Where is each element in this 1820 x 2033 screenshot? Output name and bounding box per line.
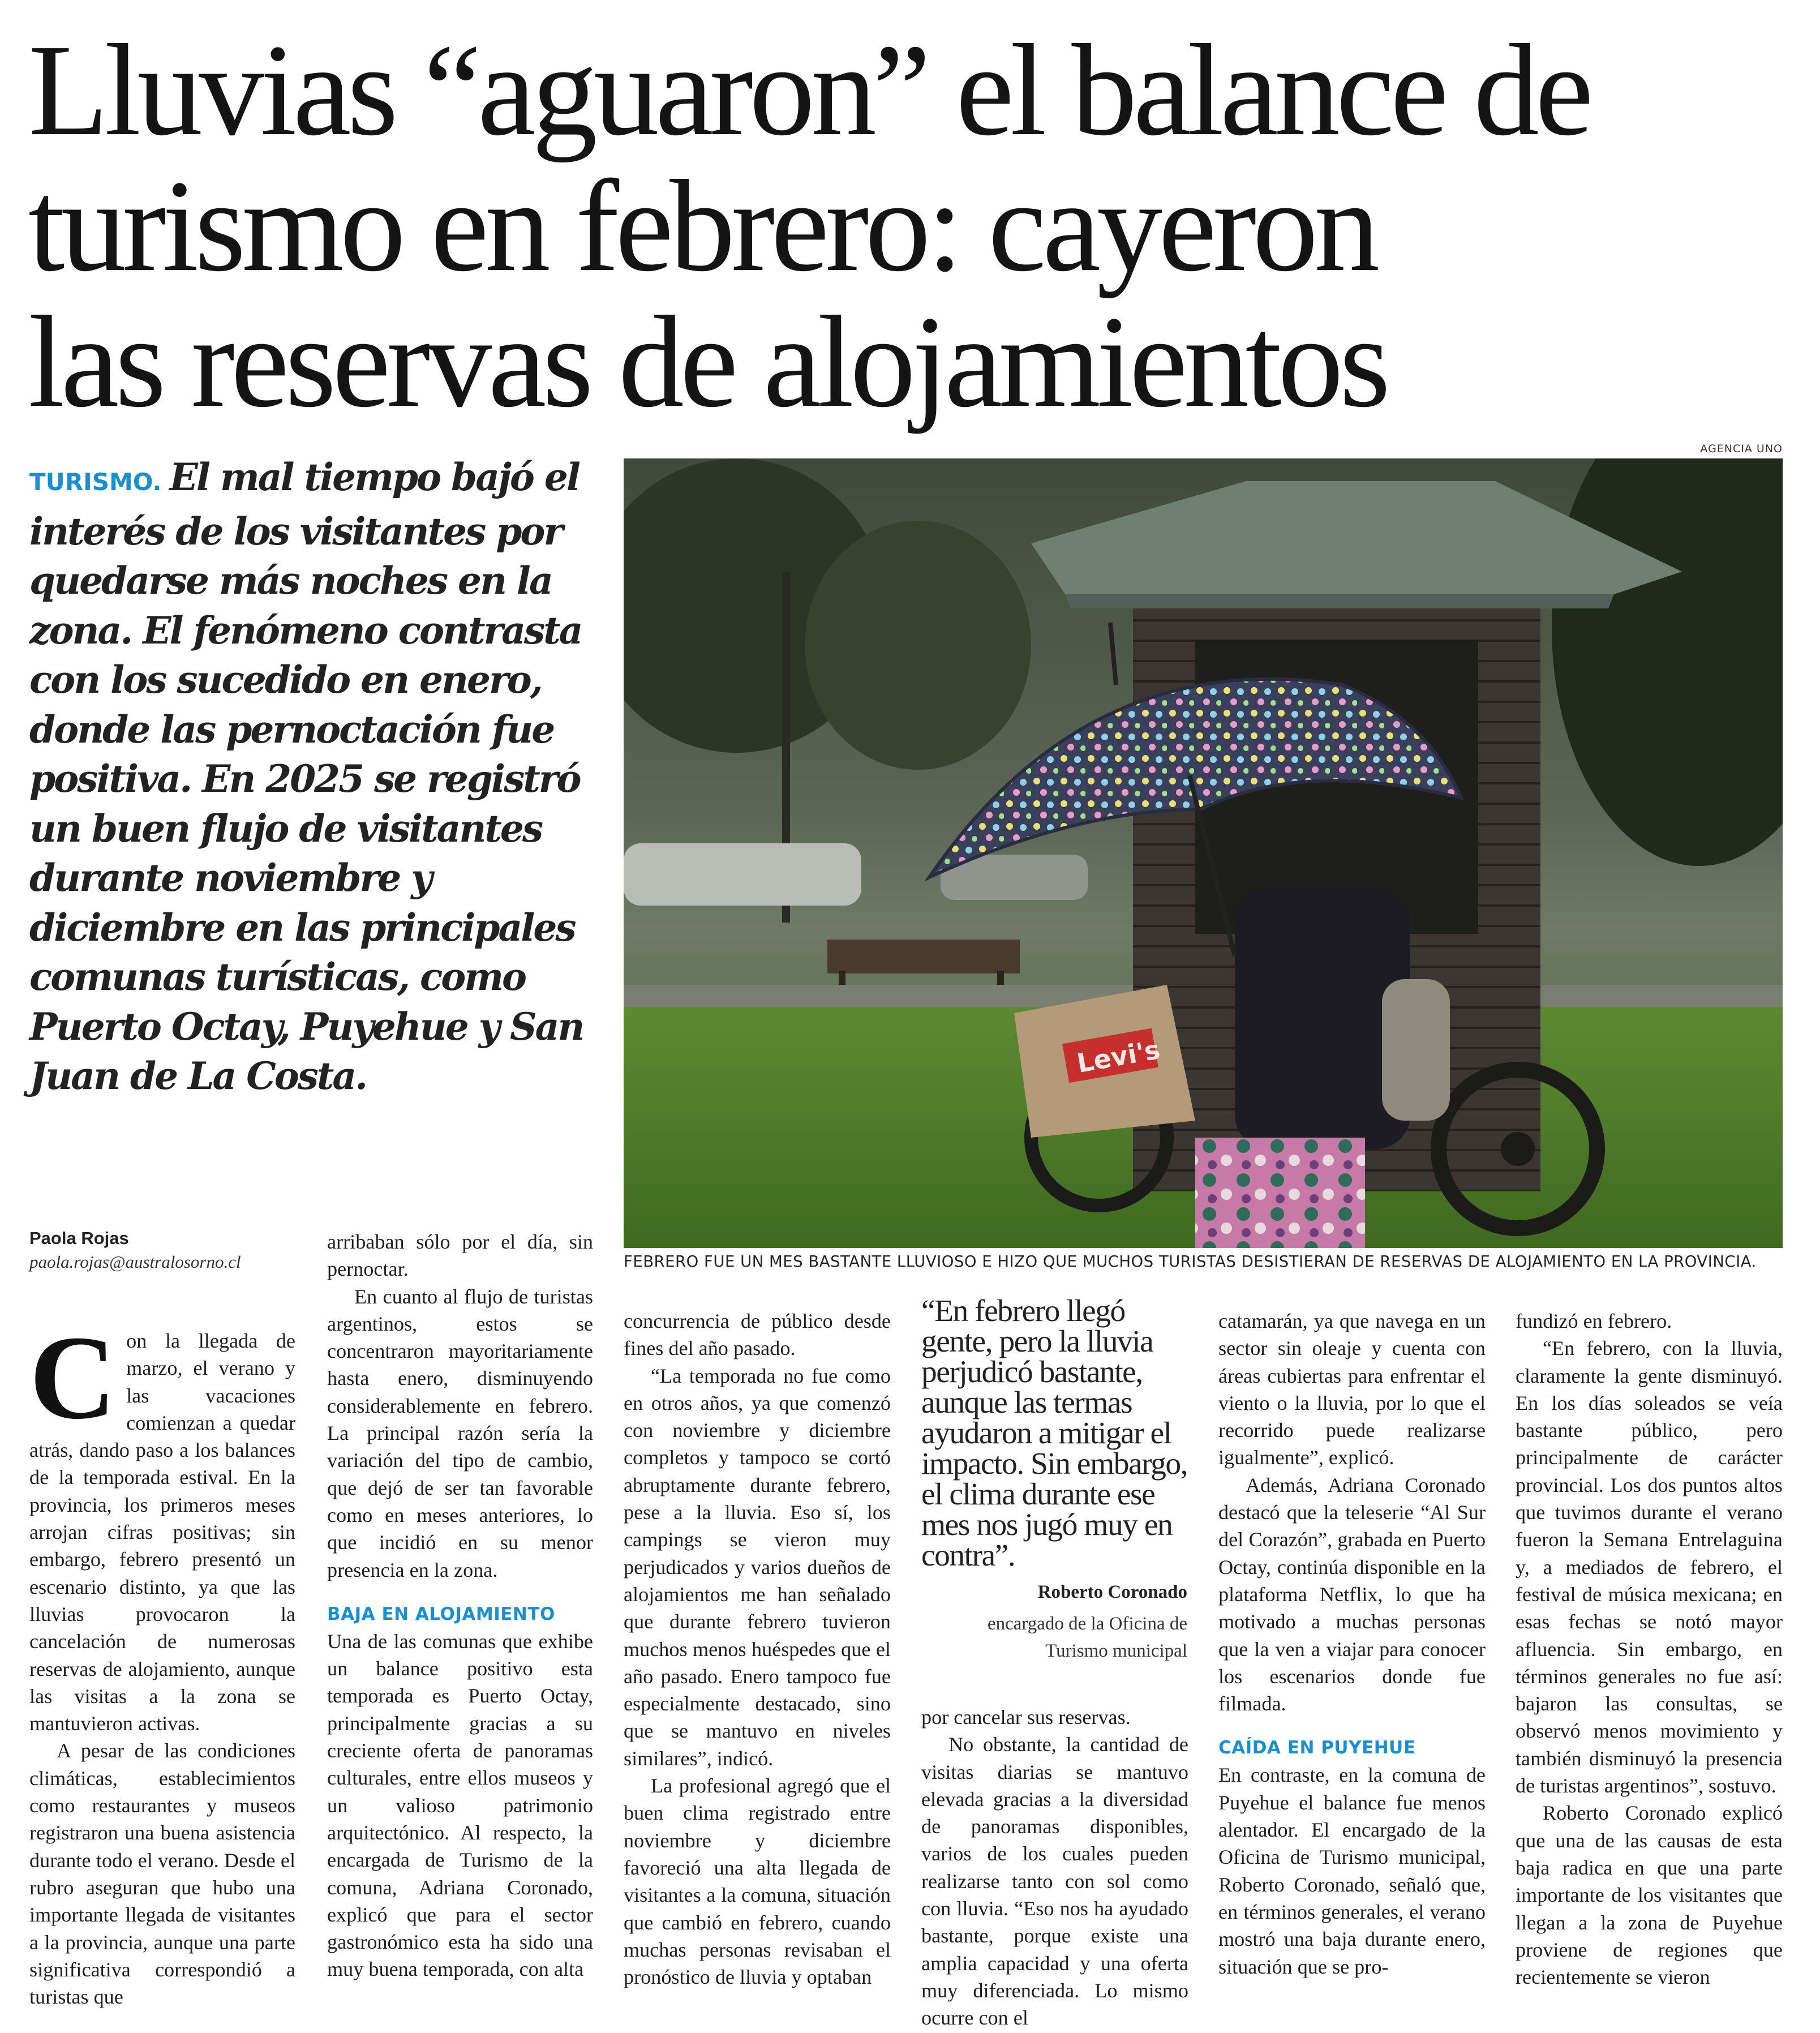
drop-cap: C	[29, 1311, 117, 1444]
column-1	[29, 1311, 295, 2010]
lead-text: El mal tiempo bajó el interés de los visitantes por quedarse más noches en la zona. El fenómeno contrasta con los sucedido en enero, donde las pernoctación fue positiva. En 2025 se registró un buen flujo de visitantes durante noviembre y diciembre en las principales comunas turísticas, como Puerto Octay, Puyehue y San Juan de La Costa.	[29, 455, 583, 1098]
photo-credit: AGENCIA UNO	[1700, 443, 1783, 455]
paragraph: Además, Adriana Coronado destacó que la teleserie “Al Sur del Corazón”, grabada en Puerto Octay, continúa disponible en la plataforma Netflix, lo que ha motivado a muchas personas que la ven a viajar para conocer los escenarios donde fue filmada.	[1218, 1473, 1486, 1715]
paragraph: No obstante, la cantidad de visitas diarias se mantuvo elevada gracias a la diversidad de panoramas disponibles, varios de los cuales pueden realizarse tanto con sol como con lluvia. “Eso nos ha ayudado bastante, porque existe una amplia capacidad y una oferta muy diferenciada. Lo mismo ocurre con el	[921, 1733, 1188, 2030]
paragraph: “En febrero, con la lluvia, claramente la gente disminuyó. En los días soleados se veía bastante público, pero principalmente de carácter provincial. Los dos puntos altos que tuvimos durante el verano fueron la Semana Entrelaguina y, a mediados de febrero, el festival de música mexicana; en esas fechas se notó mayor afluencia. Sin embargo, en términos generales no fue así: bajaron las consultas, se observó menos movimiento y también disminuyó la presencia de turistas argentinos”, sostuvo.	[1516, 1337, 1783, 1798]
paragraph: por cancelar sus reservas.	[921, 1706, 1131, 1729]
headline-line-3: las reservas de alojamientos	[28, 289, 1387, 435]
pull-quote: “En febrero llegó gente, pero la lluvia perjudicó bastante, aunque las termas ayudaron a mitigar el impacto. Sin embargo, el clima durante ese mes nos jugó muy en contra”.	[921, 1294, 1187, 1573]
column-5	[1218, 1307, 1486, 1980]
bag-logo-text: Levi's	[1074, 1034, 1162, 1079]
rainy-park-illustration	[624, 458, 1783, 1248]
article-photo	[624, 458, 1783, 1248]
headline-line-1: Lluvias “aguaron” el balance de	[28, 18, 1590, 163]
section-tag: TURISMO.	[29, 468, 162, 496]
paragraph: “La temporada no fue como en otros años, ya que comenzó con noviembre y diciembre completos y tampoco se cortó abruptamente durante febrero, pese a la lluvia. Eso sí, los campings se vieron muy perjudicados y varios dueños de alojamientos me han señalado que durante febrero tuvieron muchos menos huéspedes que el año pasado. Enero tampoco fue especialmente destacado, sino que se mantuvo en niveles similares”, indicó.	[624, 1364, 891, 1770]
paragraph	[29, 1311, 295, 1737]
author-name: Paola Rojas	[29, 1228, 129, 1248]
column-4	[921, 1704, 1188, 2032]
author-email[interactable]: paola.rojas@australosorno.cl	[29, 1252, 241, 1272]
byline	[29, 1228, 307, 1272]
paragraph: concurrencia de público desde fines del año pasado.	[624, 1310, 891, 1360]
subheading-caida-puyehue: CAÍDA EN PUYEHUE	[1218, 1738, 1416, 1758]
quote-role: encargado de la Oficina de Turismo municipal	[987, 1614, 1187, 1661]
article-lead	[29, 453, 595, 1101]
column-2	[327, 1228, 593, 1983]
photo-caption: FEBRERO FUE UN MES BASTANTE LLUVIOSO E HIZO QUE MUCHOS TURISTAS DESISTIERAN DE RESERVAS DE ALOJAMIENTO EN LA PROVINCIA.	[624, 1253, 1757, 1271]
paragraph: A pesar de las condiciones climáticas, establecimientos como restaurantes y museos registraron una buena asistencia durante todo el verano. Desde el rubro aseguran que hubo una importante llegada de visitantes a la provincia, aunque una parte significativa correspondió a turistas que	[29, 1739, 295, 2009]
paragraph: arribaban sólo por el día, sin pernoctar.	[327, 1230, 593, 1281]
column-6	[1516, 1307, 1783, 1991]
paragraph: fundizó en febrero.	[1516, 1310, 1672, 1332]
paragraph: La profesional agregó que el buen clima registrado entre noviembre y diciembre favoreció una alta llegada de visitantes a la comuna, situación que cambió en febrero, cuando muchas personas revisaban el pronóstico de lluvia y optaban	[624, 1774, 891, 1989]
headline	[28, 18, 1794, 435]
paragraph: Una de las comunas que exhibe un balance positivo esta temporada es Puerto Octay, principalmente gracias a su creciente oferta de panoramas culturales, entre ellos museos y un valioso patrimonio arquitectónico. Al respecto, la encargada de Turismo de la comuna, Adriana Coronado, explicó que para el sector gastronómico esta ha sido una muy buena temporada, con alta	[327, 1629, 593, 1981]
subheading-baja-alojamiento: BAJA EN ALOJAMIENTO	[327, 1603, 555, 1624]
paragraph-text: on la llegada de marzo, el verano y las vacaciones comienzan a quedar atrás, dando paso a los balances de la temporada estival. En la provincia, los primeros meses arrojan cifras positivas; sin embargo, febrero presentó un escenario distinto, ya que las lluvias provocaron la cancelación de numerosas reservas de alojamiento, aunque las visitas a la zona se mantuvieron activas.	[29, 1329, 295, 1735]
paragraph: Roberto Coronado explicó que una de las causas de esta baja radica en que una parte importante de los visitantes que llegan a la zona de Puyehue proviene de regiones que recientemente se vieron	[1516, 1802, 1783, 1989]
headline-line-2: turismo en febrero: cayeron	[28, 153, 1376, 299]
paragraph: En cuanto al flujo de turistas argentinos, estos se concentraron mayoritariamente hasta enero, disminuyendo considerablemente en febrero. La principal razón sería la variación del tipo de cambio, que dejó de ser tan favorable como en meses anteriores, lo que incidió en su menor presencia en la zona.	[327, 1285, 593, 1581]
paragraph: En contraste, en la comuna de Puyehue el balance fue menos alentador. El encargado de la Oficina de Turismo municipal, Roberto Coronado, señaló que, en términos generales, el verano mostró una baja durante enero, situación que se pro-	[1218, 1764, 1486, 1978]
column-3	[624, 1307, 891, 1991]
paragraph: catamarán, ya que navega en un sector sin oleaje y cuenta con áreas cubiertas para enfrentar el viento o la lluvia, por lo que el recorrido puede realizarse igualmente”, explicó.	[1218, 1310, 1486, 1469]
quote-author: Roberto Coronado	[1037, 1582, 1187, 1602]
